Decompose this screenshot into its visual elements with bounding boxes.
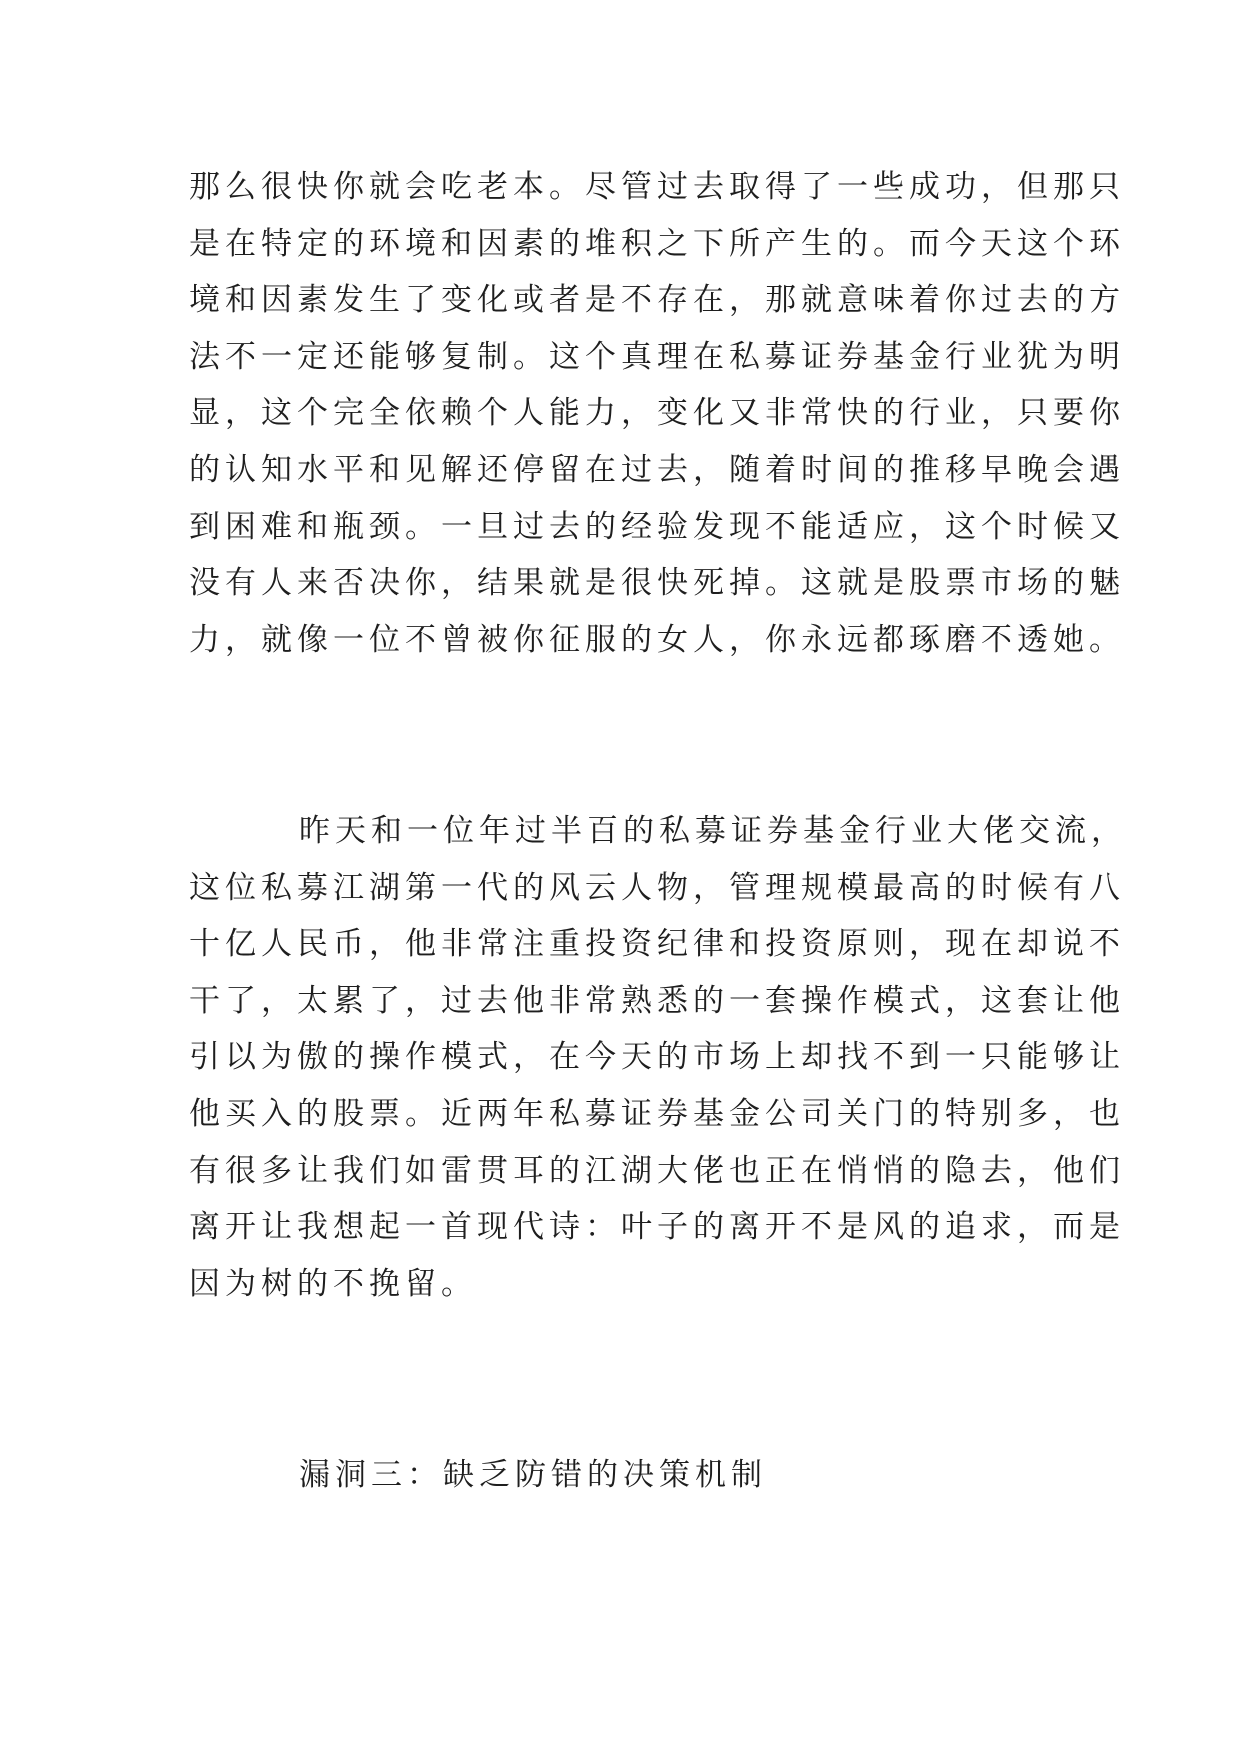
section-heading-text: 漏洞三：缺乏防错的决策机制	[299, 1457, 767, 1493]
paragraph-line: 引以为傲的操作模式，在今天的市场上却找不到一只能够让	[189, 1039, 1125, 1076]
paragraph-line: 法不一定还能够复制。这个真理在私募证券基金行业犹为明	[189, 338, 1125, 375]
paragraph-line: 这位私募江湖第一代的风云人物，管理规模最高的时候有八	[189, 869, 1125, 906]
paragraph-line: 那么很快你就会吃老本。尽管过去取得了一些成功，但那只	[189, 169, 1125, 205]
paragraph-line: 因为树的不挽留。	[189, 1265, 477, 1302]
paragraph-1	[189, 159, 1125, 668]
paragraph-line: 有很多让我们如雷贯耳的江湖大佬也正在悄悄的隐去，他们	[189, 1152, 1125, 1189]
paragraph-line: 的认知水平和见解还停留在过去，随着时间的推移早晚会遇	[189, 451, 1125, 488]
section-heading	[189, 1447, 1069, 1504]
paragraph-line: 境和因素发生了变化或者是不存在，那就意味着你过去的方	[189, 282, 1125, 319]
paragraph-2	[189, 803, 1127, 1312]
paragraph-line: 没有人来否决你，结果就是很快死掉。这就是股票市场的魅	[189, 565, 1125, 602]
paragraph-line: 昨天和一位年过半百的私募证券基金行业大佬交流，	[299, 813, 1127, 849]
paragraph-line: 离开让我想起一首现代诗：叶子的离开不是风的追求，而是	[189, 1209, 1125, 1246]
paragraph-line: 他买入的股票。近两年私募证券基金公司关门的特别多，也	[189, 1095, 1125, 1132]
paragraph-line: 力，就像一位不曾被你征服的女人，你永远都琢磨不透她。	[189, 621, 1125, 658]
paragraph-line: 干了，太累了，过去他非常熟悉的一套操作模式，这套让他	[189, 982, 1125, 1019]
paragraph-line: 显，这个完全依赖个人能力，变化又非常快的行业，只要你	[189, 395, 1125, 432]
paragraph-line: 到困难和瓶颈。一旦过去的经验发现不能适应，这个时候又	[189, 508, 1125, 545]
paragraph-line: 是在特定的环境和因素的堆积之下所产生的。而今天这个环	[189, 225, 1125, 262]
paragraph-line: 十亿人民币，他非常注重投资纪律和投资原则，现在却说不	[189, 926, 1125, 963]
